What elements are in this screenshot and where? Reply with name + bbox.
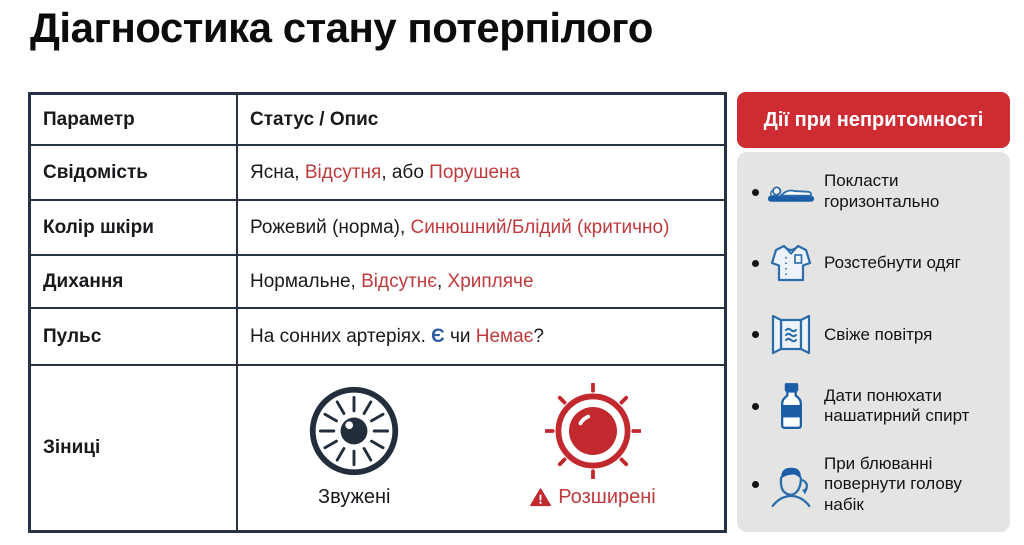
bullet-dot: [752, 403, 759, 410]
status-text-critical: Відсутня: [304, 161, 382, 183]
dilated-pupil-icon: [545, 383, 641, 479]
status-text-critical: Немає: [475, 325, 534, 347]
status-text-critical: Синюшний/Блідий (критично): [410, 216, 670, 238]
action-text: Свіже повітря: [824, 324, 933, 344]
status-text-critical: Порушена: [429, 161, 521, 183]
list-item: [749, 168, 1000, 216]
status-text: Рожевий (норма),: [250, 216, 411, 238]
status-text-critical: Хрипляче: [447, 270, 534, 292]
constricted-pupil-icon: [306, 383, 402, 479]
sidebar-header: Дії при непритомності: [737, 92, 1010, 148]
bullet-dot: [752, 481, 759, 488]
row-consciousness-param: Свідомість: [31, 144, 236, 199]
head-turn-icon: [766, 461, 816, 509]
row-pulse-param: Пульс: [31, 307, 236, 364]
row-pulse-status: [236, 307, 724, 364]
row-consciousness-status: [236, 144, 724, 199]
row-breathing-param: Дихання: [31, 254, 236, 307]
ammonia-bottle-icon: [766, 382, 816, 430]
status-text: На сонних артеріях.: [250, 325, 432, 347]
pupil-dilated-label-group: [530, 486, 655, 509]
bullet-dot: [752, 260, 759, 267]
row-skin-status: [236, 199, 724, 254]
list-item: [749, 311, 1000, 359]
list-item: [749, 382, 1000, 430]
status-text: ,: [436, 270, 448, 292]
diagnostics-table: [28, 92, 727, 533]
bullet-dot: [752, 189, 759, 196]
lying-person-icon: [766, 168, 816, 216]
status-text: ?: [533, 325, 544, 347]
pupil-constricted-figure: [306, 383, 402, 509]
list-item: [749, 239, 1000, 287]
status-text: Ясна,: [250, 161, 305, 183]
action-text: Покласти горизонтально: [824, 171, 940, 211]
unconsciousness-actions-sidebar: [737, 92, 1010, 532]
action-text: Розстебнути одяг: [824, 253, 961, 273]
status-text: , або: [381, 161, 430, 183]
shirt-icon: [766, 239, 816, 287]
action-text: Дати понюхати нашатирний спирт: [824, 385, 970, 426]
status-text-critical: Відсутнє: [361, 270, 437, 292]
pupil-constricted-label: Звужені: [318, 486, 391, 508]
row-pupils-param: Зіниці: [31, 364, 236, 530]
col-header-param: Параметр: [43, 108, 135, 130]
bullet-dot: [752, 331, 759, 338]
row-skin-param: Колір шкіри: [31, 199, 236, 254]
status-text: Нормальне,: [250, 270, 362, 292]
row-pupils-status: [236, 364, 724, 530]
col-header-status: Статус / Опис: [236, 95, 724, 144]
warning-icon: [530, 488, 551, 507]
sidebar-panel: [737, 152, 1010, 532]
action-text: При блюванні повернути голову набік: [824, 453, 962, 515]
status-text: чи: [444, 325, 476, 347]
open-window-icon: [766, 311, 816, 359]
pupil-dilated-figure: [530, 383, 655, 509]
pupil-dilated-label: Розширені: [558, 486, 656, 508]
row-breathing-status: [236, 254, 724, 307]
status-text-positive: Є: [431, 325, 445, 347]
page-title: Діагностика стану потерпілого: [30, 4, 653, 51]
list-item: [749, 454, 1000, 516]
